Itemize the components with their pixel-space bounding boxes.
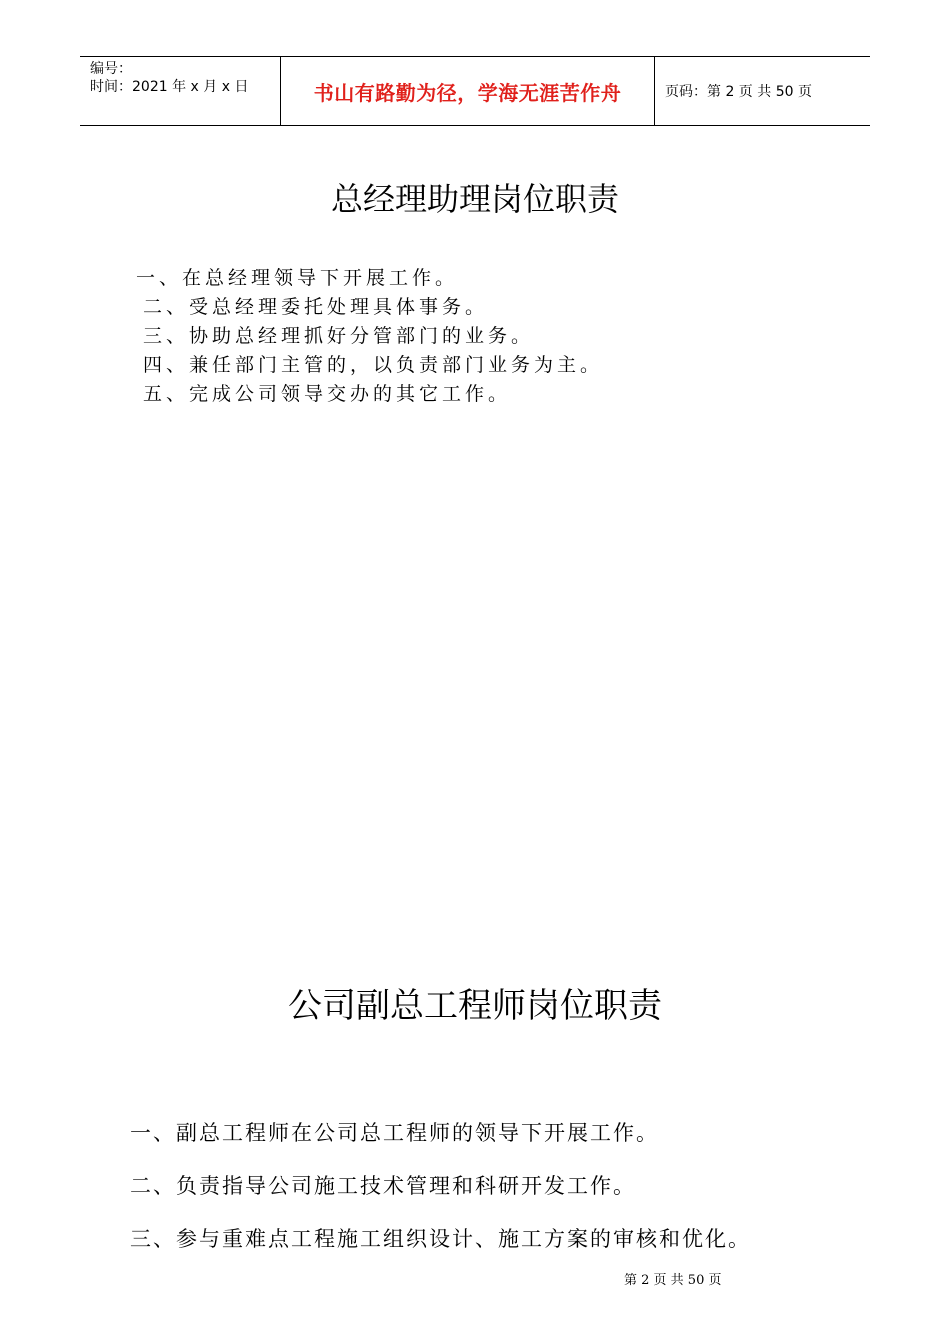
page-footer: 第 2 页 共 50 页	[624, 1273, 722, 1288]
page-header	[80, 56, 870, 126]
header-info-cell	[80, 57, 281, 125]
duty-item: 五、完成公司领导交办的其它工作。	[143, 383, 512, 405]
duty-item: 三、协助总经理抓好分管部门的业务。	[143, 325, 535, 347]
header-motto-cell	[281, 57, 655, 125]
duty-item: 四、兼任部门主管的，以负责部门业务为主。	[143, 354, 604, 376]
document-date-label: 时间：2021 年 x 月 x 日	[90, 79, 249, 95]
header-page-cell	[655, 57, 870, 125]
duty-item: 二、负责指导公司施工技术管理和科研开发工作。	[130, 1174, 636, 1198]
duty-item: 一、副总工程师在公司总工程师的领导下开展工作。	[130, 1121, 659, 1145]
document-number-label: 编号：	[90, 61, 132, 77]
header-motto: 书山有路勤为径，学海无涯苦作舟	[313, 80, 622, 105]
section-title-deputy-chief-engineer: 公司副总工程师岗位职责	[288, 986, 662, 1026]
duties-list-deputy-chief-engineer	[130, 1120, 751, 1279]
header-page-info: 页码：第 2 页 共 50 页	[665, 84, 812, 100]
duty-item: 一、在总经理领导下开展工作。	[136, 267, 459, 289]
section-title-assistant-gm: 总经理助理岗位职责	[330, 180, 619, 218]
duty-item: 二、受总经理委托处理具体事务。	[143, 296, 489, 318]
duty-item: 三、参与重难点工程施工组织设计、施工方案的审核和优化。	[130, 1227, 751, 1251]
duties-list-assistant-gm	[136, 264, 603, 409]
